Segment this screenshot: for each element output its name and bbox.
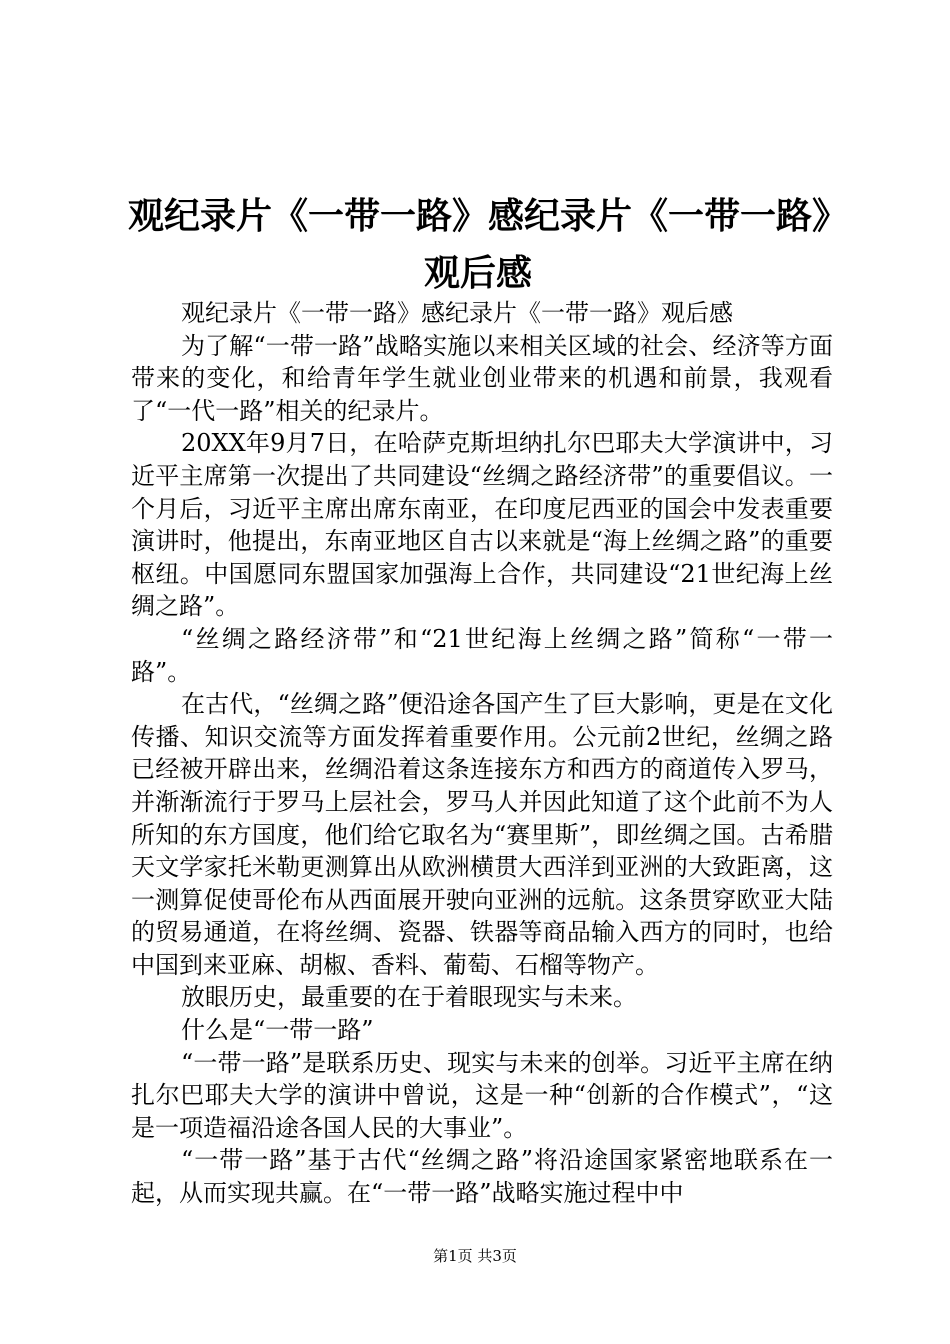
paragraph: 20XX年9月7日，在哈萨克斯坦纳扎尔巴耶夫大学演讲中，习近平主席第一次提出了共同建设“丝绸之路经济带”的重要倡议。一个月后，习近平主席出席东南亚，在印度尼西亚的国会中发表重要演讲时，他提出，东南亚地区自古以来就是“海上丝绸之路”的重要枢纽。中国愿同东盟国家加强海上合作，共同建设“21世纪海上丝绸之路”。 [131,429,833,621]
document-title-line-2: 观后感 [423,252,532,294]
page-footer: 第1页 共3页 [433,1247,517,1265]
paragraph: “丝绸之路经济带”和“21世纪海上丝绸之路”简称“一带一路”。 [131,624,833,686]
document-body [131,297,833,1210]
paragraph: 什么是“一带一路” [181,1016,374,1045]
paragraph: 在古代，“丝绸之路”便沿途各国产生了巨大影响，更是在文化传播、知识交流等方面发挥着重要作用。公元前2世纪，丝绸之路已经被开辟出来，丝绸沿着这条连接东方和西方的商道传入罗马，并渐渐流行于罗马上层社会，罗马人并因此知道了这个此前不为人所知的东方国度，他们给它取名为“赛里斯”，即丝绸之国。古希腊天文学家托米勒更测算出从欧洲横贯大西洋到亚洲的大致距离，这一测算促使哥伦布从西面展开驶向亚洲的远航。这条贯穿欧亚大陆的贸易通道，在将丝绸、瓷器、铁器等商品输入西方的同时，也给中国到来亚麻、胡椒、香料、葡萄、石榴等物产。 [131,690,833,979]
paragraph: “一带一路”基于古代“丝绸之路”将沿途国家紧密地联系在一起，从而实现共赢。在“一带一路”战略实施过程中中 [131,1146,833,1208]
paragraph: 观纪录片《一带一路》感纪录片《一带一路》观后感 [181,299,733,327]
paragraph: 为了解“一带一路”战略实施以来相关区域的社会、经济等方面带来的变化，和给青年学生就业创业带来的机遇和前景，我观看了“一代一路”相关的纪录片。 [131,331,833,425]
paragraph: “一带一路”是联系历史、现实与未来的创举。习近平主席在纳扎尔巴耶夫大学的演讲中曾说，这是一种“创新的合作模式”，“这是一项造福沿途各国人民的大事业”。 [131,1048,833,1142]
paragraph: 放眼历史，最重要的在于着眼现实与未来。 [181,983,637,1012]
document-title-line-1: 观纪录片《一带一路》感纪录片《一带一路》 [128,195,849,237]
